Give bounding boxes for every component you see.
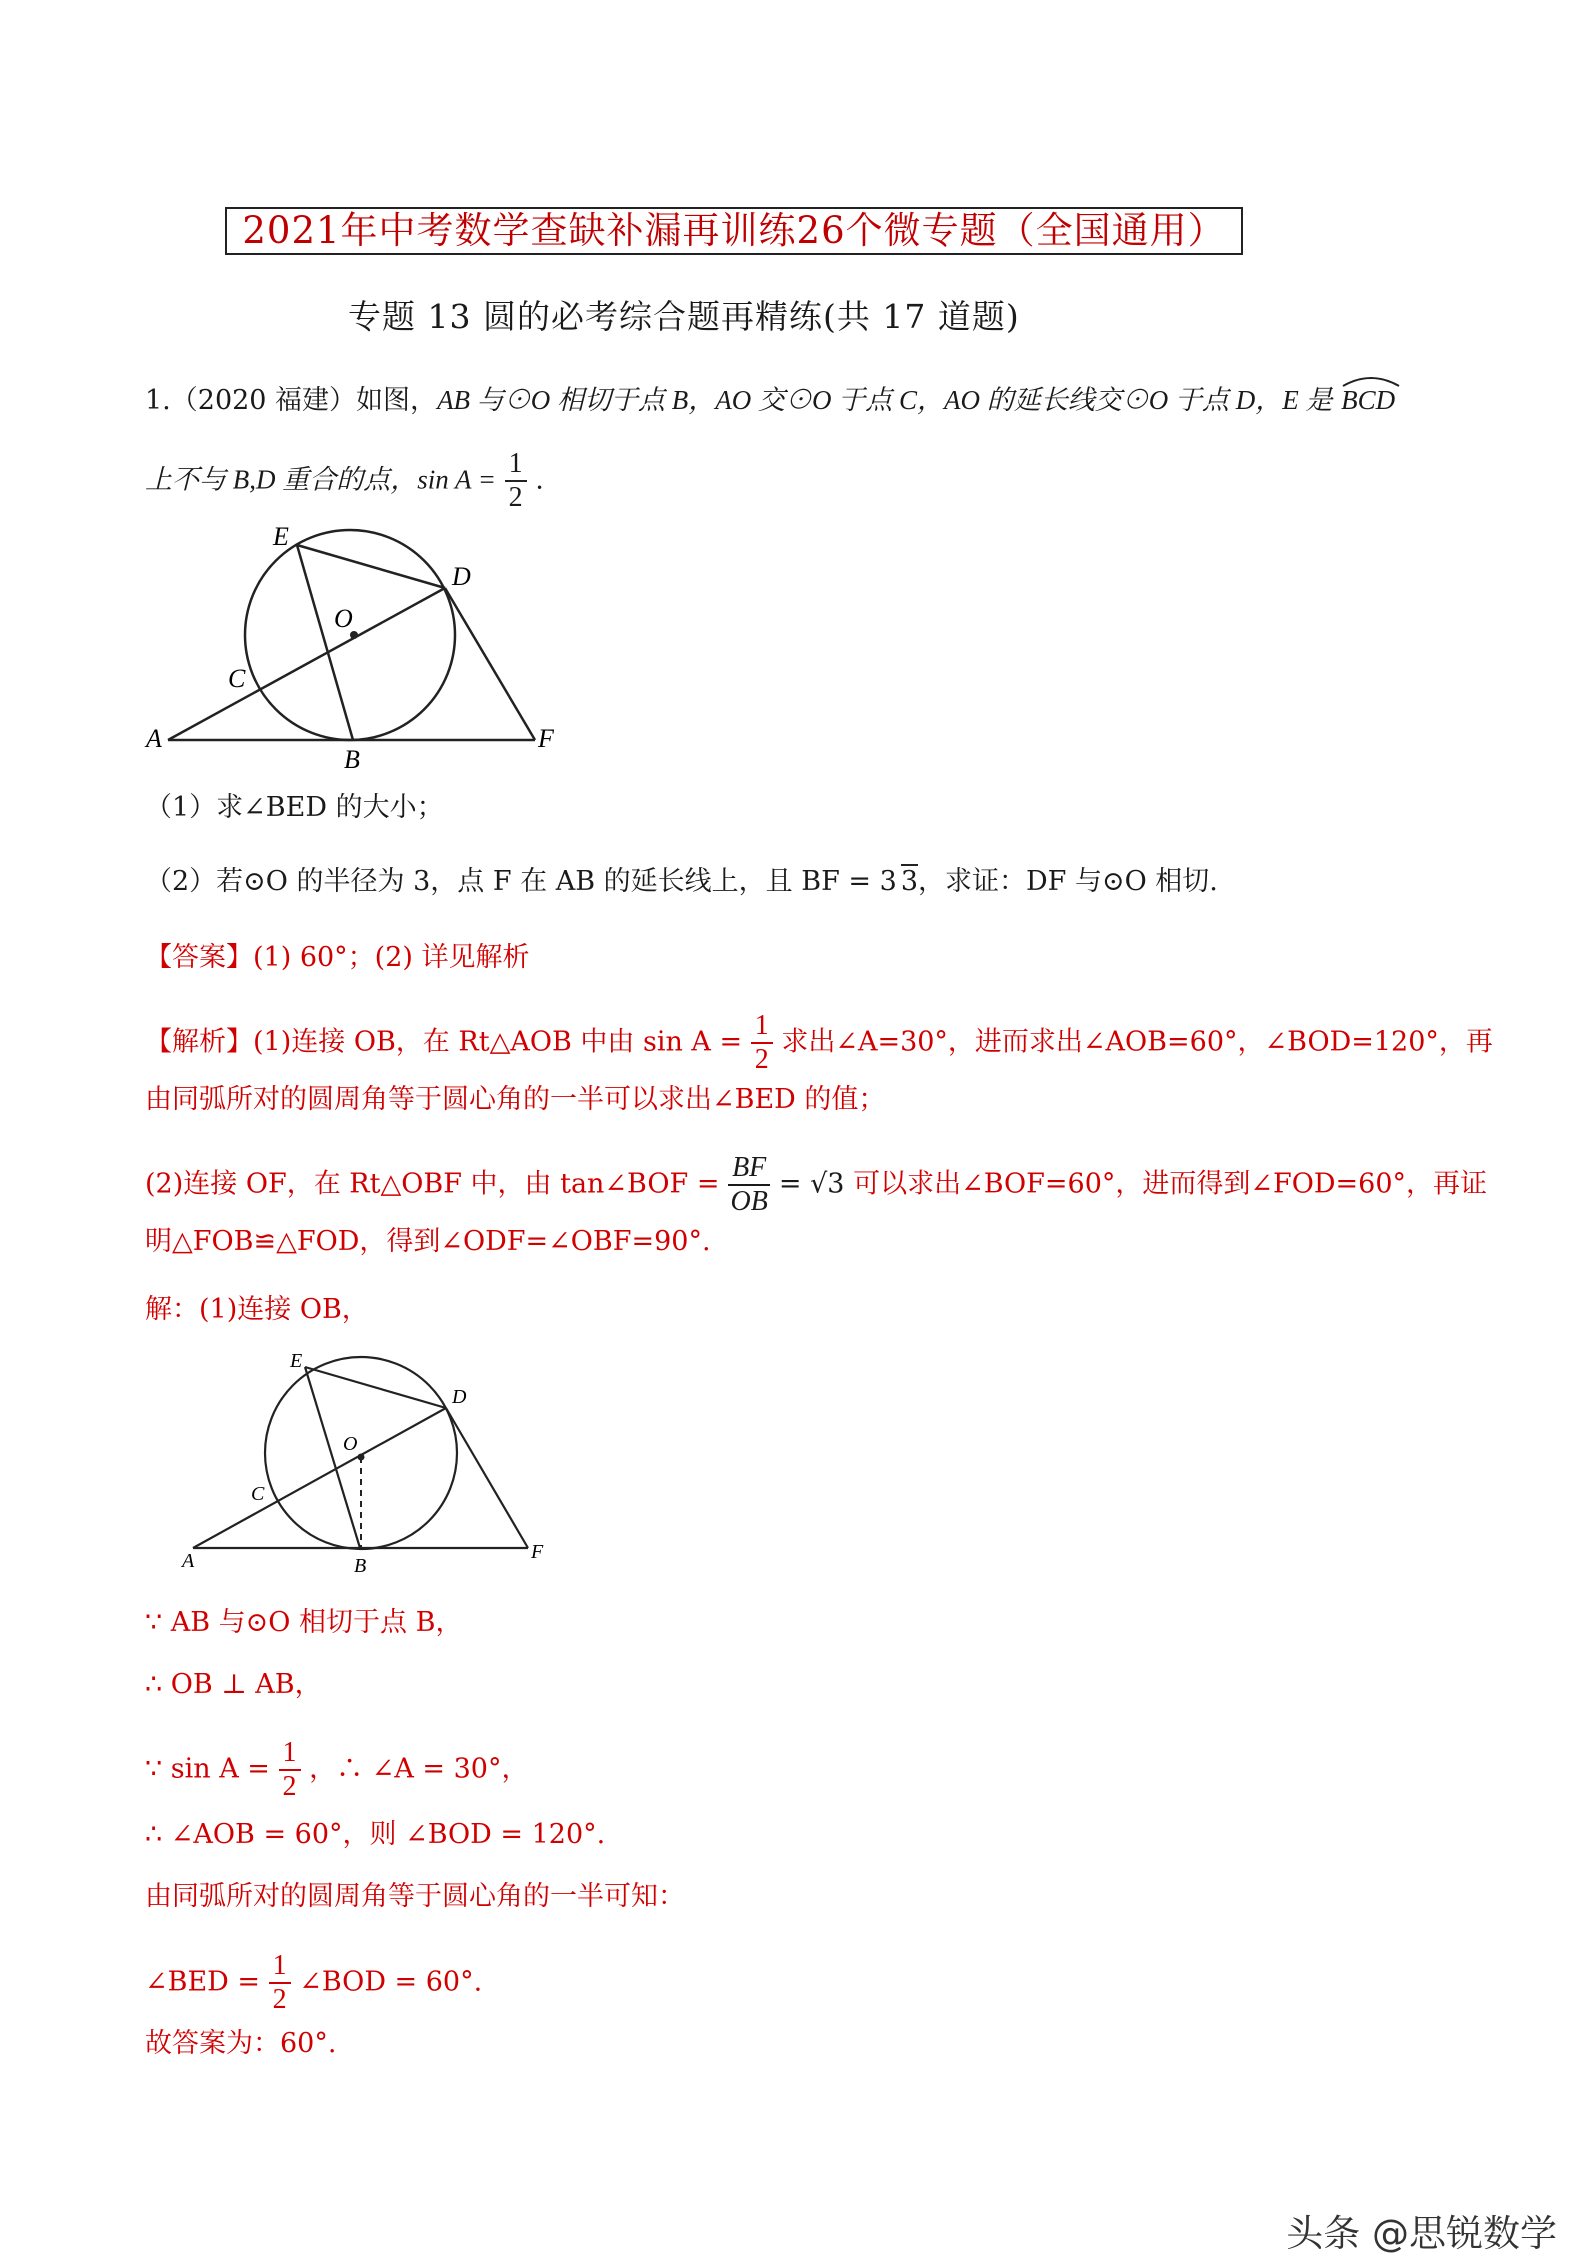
fraction-numerator: 1 xyxy=(279,1737,301,1771)
analysis-fraction xyxy=(751,1010,773,1076)
label-f: F xyxy=(538,724,554,753)
problem-line-1 xyxy=(145,380,1395,421)
solution-step-6-b: ∠BOD = 60°. xyxy=(299,1966,483,1998)
geometry-figure-2 xyxy=(178,1345,558,1580)
label-f-2: F xyxy=(531,1541,544,1563)
question-2 xyxy=(145,862,1218,902)
label-c: C xyxy=(228,664,246,693)
circle-o-2 xyxy=(265,1357,457,1549)
solution-step-2: ∴ OB ⊥ AB， xyxy=(145,1669,322,1700)
label-o: O xyxy=(334,604,353,633)
final-answer: 故答案为：60°. xyxy=(145,2028,337,2059)
fraction-numerator: 1 xyxy=(751,1010,773,1044)
problem-condition: 上不与 B,D 重合的点，sin A = xyxy=(145,464,496,495)
fraction-numerator: 1 xyxy=(505,448,527,482)
arc-mark-icon xyxy=(1341,374,1401,388)
answer-label: 【答案】 xyxy=(145,942,253,973)
solution-step-6 xyxy=(145,1950,482,2016)
line-ad-2 xyxy=(193,1408,446,1548)
arc-bcd xyxy=(1341,380,1395,420)
line-ed-2 xyxy=(305,1367,446,1408)
fraction-denominator: 2 xyxy=(508,482,523,513)
analysis-label: 【解析】 xyxy=(145,1026,253,1058)
solution-step-3 xyxy=(145,1737,528,1803)
question-2-text: （2）若⊙O 的半径为 3，点 F 在 AB 的延长线上，且 BF = 3 xyxy=(145,866,897,897)
label-o-2: O xyxy=(343,1433,358,1455)
analysis-line-4: 明△FOB≌△FOD，得到∠ODF=∠OBF=90°. xyxy=(145,1226,711,1257)
label-e: E xyxy=(273,522,289,551)
label-b: B xyxy=(344,745,360,774)
label-d: D xyxy=(452,562,471,591)
answer-line xyxy=(145,938,530,978)
solution-step-5: 由同弧所对的圆周角等于圆心角的一半可知： xyxy=(145,1881,685,1912)
analysis-p3-b: 可以求出∠BOF=60°，进而得到∠FOD=60°，再证 xyxy=(853,1168,1488,1200)
analysis-p3-a: (2)连接 OF，在 Rt△OBF 中，由 tan∠BOF = xyxy=(145,1168,720,1200)
line-ed xyxy=(297,545,445,588)
question-1: （1）求∠BED 的大小； xyxy=(145,792,444,823)
problem-statement: AB 与⊙O 相切于点 B，AO 交⊙O 于点 C，AO 的延长线交⊙O 于点 D，E 是 xyxy=(437,385,1333,415)
label-a: A xyxy=(146,724,162,753)
label-c-2: C xyxy=(251,1483,265,1505)
analysis-p1-b: 求出∠A=30°，进而求出∠AOB=60°，∠BOD=120°，再 xyxy=(781,1026,1493,1058)
analysis-p1-a: (1)连接 OB，在 Rt△AOB 中由 sin A = xyxy=(253,1026,743,1058)
analysis-fraction-bf-ob xyxy=(728,1152,770,1218)
arc-label: BCD xyxy=(1341,385,1396,415)
line-df xyxy=(445,588,535,740)
answer-text: (1) 60°；(2) 详见解析 xyxy=(253,942,530,973)
solution-start: 解：(1)连接 OB， xyxy=(145,1294,369,1325)
solution-step-6-a: ∠BED = xyxy=(145,1966,261,1998)
fraction-denominator: OB xyxy=(730,1186,768,1217)
analysis-line-1 xyxy=(145,1010,1493,1076)
analysis-line-2: 由同弧所对的圆周角等于圆心角的一半可以求出∠BED 的值； xyxy=(145,1084,886,1115)
watermark: 头条 @思锐数学 xyxy=(1286,2212,1557,2255)
solution-fraction xyxy=(279,1737,301,1803)
solution-step-4: ∴ ∠AOB = 60°，则 ∠BOD = 120°. xyxy=(145,1819,606,1850)
line-df-2 xyxy=(446,1408,528,1548)
geometry-figure-1 xyxy=(140,515,580,780)
period: . xyxy=(535,464,544,496)
question-2-suffix: ，求证：DF 与⊙O 相切. xyxy=(918,866,1218,897)
label-b-2: B xyxy=(354,1555,367,1577)
solution-step-3-a: ∵ sin A = xyxy=(145,1753,270,1785)
fraction-denominator: 2 xyxy=(272,1984,287,2015)
problem-line-2 xyxy=(145,448,544,514)
center-point-o-2 xyxy=(358,1454,365,1461)
solution-fraction-half xyxy=(269,1950,291,2016)
fraction-denominator: 2 xyxy=(754,1044,769,1075)
solution-step-1: ∵ AB 与⊙O 相切于点 B， xyxy=(145,1607,463,1638)
label-e-2: E xyxy=(290,1350,303,1372)
sqrt-radicand: 3 xyxy=(900,866,918,897)
fraction-denominator: 2 xyxy=(282,1771,297,1802)
analysis-line-3 xyxy=(145,1152,1487,1218)
line-ad xyxy=(168,588,445,740)
solution-step-3-b: ，∴ ∠A = 30°， xyxy=(309,1753,529,1785)
topic-subtitle: 专题 13 圆的必考综合题再精练(共 17 道题) xyxy=(348,297,1020,336)
fraction-numerator: BF xyxy=(728,1152,770,1186)
fraction-numerator: 1 xyxy=(269,1950,291,1984)
analysis-p3-eq: = √3 xyxy=(778,1168,845,1200)
document-title: 2021年中考数学查缺补漏再训练26个微专题（全国通用） xyxy=(225,207,1243,255)
line-eb-2 xyxy=(305,1367,360,1548)
problem-source: 1.（2020 福建）如图， xyxy=(145,385,438,416)
label-d-2: D xyxy=(452,1386,467,1408)
label-a-2: A xyxy=(182,1550,195,1572)
fraction-one-half xyxy=(505,448,527,514)
